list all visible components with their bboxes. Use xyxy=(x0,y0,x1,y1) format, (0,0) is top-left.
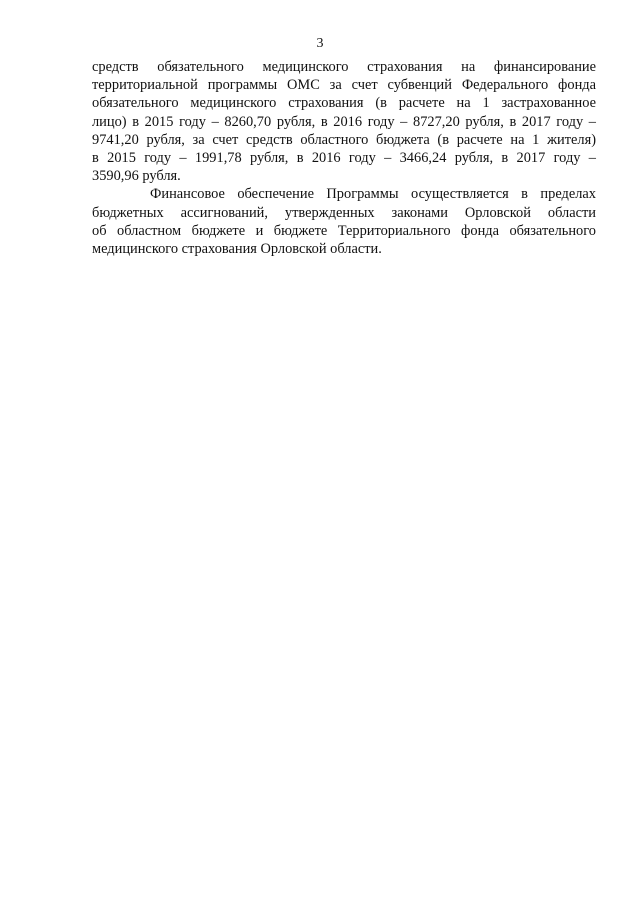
text-line: 9741,20 рубля, за счет средств областного бюджета (в расчете на 1 жителя) xyxy=(92,131,596,148)
text-line: Финансовое обеспечение Программы осуществляется в пределах xyxy=(150,186,596,203)
text-line: территориальной программы ОМС за счет субвенций Федерального фонда xyxy=(92,77,596,94)
text-line: медицинского страхования Орловской области. xyxy=(92,241,382,258)
page-number: 3 xyxy=(316,36,324,51)
paragraph-financing-volumes xyxy=(92,58,596,185)
text-line: 3590,96 рубля. xyxy=(92,168,181,185)
text-line: средств обязательного медицинского страхования на финансирование xyxy=(92,59,596,75)
text-line: об областном бюджете и бюджете Территориального фонда обязательного xyxy=(92,222,596,239)
text-line: в 2015 году – 1991,78 рубля, в 2016 году – 3466,24 рубля, в 2017 году – xyxy=(92,150,596,167)
text-line: бюджетных ассигнований, утвержденных законами Орловской области xyxy=(92,204,596,221)
document-body xyxy=(92,58,596,258)
text-line: обязательного медицинского страхования (в расчете на 1 застрахованное xyxy=(92,95,596,112)
text-line: лицо) в 2015 году – 8260,70 рубля, в 2016 году – 8727,20 рубля, в 2017 году – xyxy=(92,113,596,130)
paragraph-financial-provision xyxy=(92,185,596,258)
